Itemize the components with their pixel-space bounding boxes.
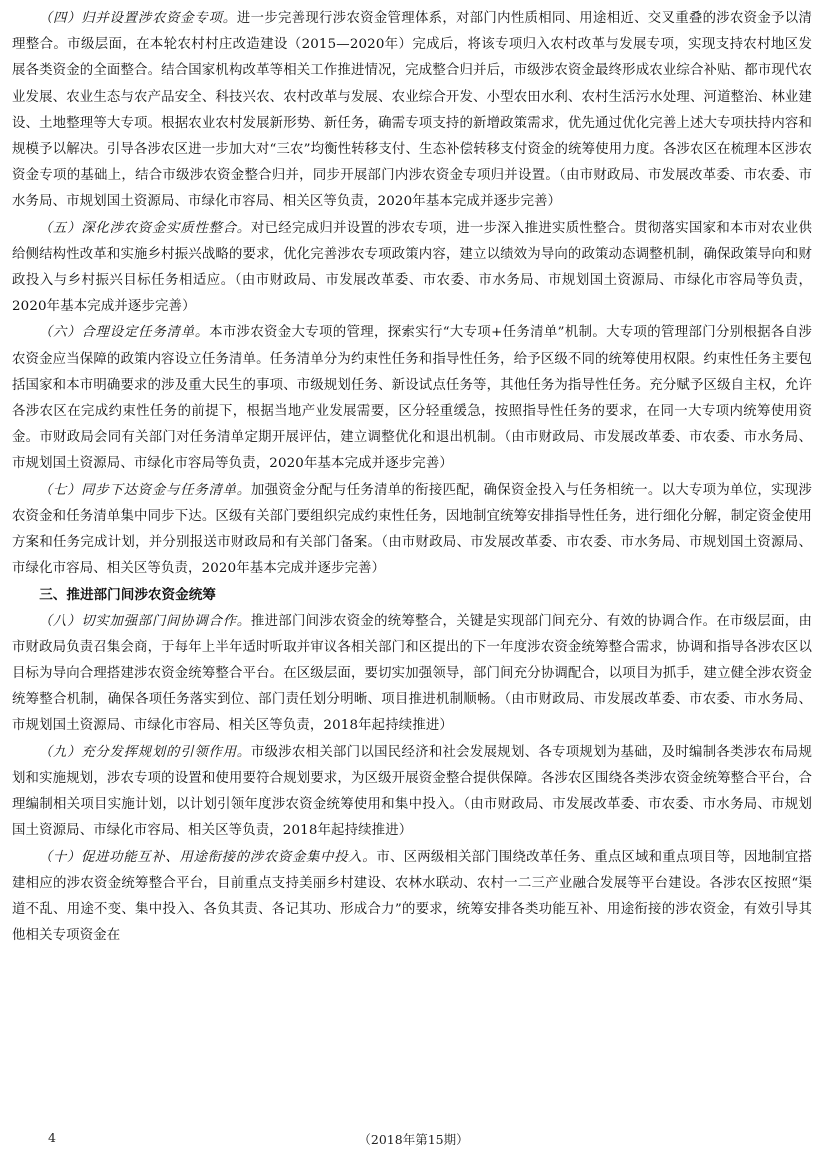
paragraph-text: 市级涉农相关部门以国民经济和社会发展规划、各专项规划为基础，及时编制各类涉农布局规划和实施规划，涉农专项的设置和使用要符合规划要求，为区级开展资金整合提供保障。各涉农区围绕各类涉农资金统筹整合平台，合理编制相关项目实施计划，以计划引领年度涉农资金统筹使用和集中投入。（由市财政局、市发展改革委、市农委、市水务局、市规划国土资源局、市绿化市容局、相关区等负责，2018年起持续推进）: [12, 744, 812, 839]
page-number: 4: [48, 1130, 56, 1145]
paragraph-text: 推进部门间涉农资金的统筹整合，关键是实现部门间充分、有效的协调合作。在市级层面，由市财政局负责召集会商，于每年上半年适时听取并审议各相关部门和区提出的下一年度涉农资金统筹整合需求，协调和指导各涉农区以目标为导向合理搭建涉农资金统筹整合平台。在区级层面，要切实加强领导，部门间充分协调配合，以项目为抓手，建立健全涉农资金统筹整合机制，确保各项任务落实到位、部门责任划分明晰、项目推进机制顺畅。（由市财政局、市发展改革委、市农委、市水务局、市规划国土资源局、市绿化市容局、相关区等负责，2018年起持续推进）: [12, 613, 812, 734]
paragraph-lead: （五）深化涉农资金实质性整合。: [38, 220, 251, 236]
paragraph-9: [12, 740, 812, 845]
paragraph-lead: （四）归并设置涉农资金专项。: [38, 11, 237, 26]
issue-label: （2018年第15期）: [358, 1132, 469, 1147]
paragraph-lead: （九）充分发挥规划的引领作用。: [38, 744, 251, 760]
paragraph-lead: （八）切实加强部门间协调合作。: [38, 613, 251, 629]
paragraph-lead: （七）同步下达资金与任务清单。: [38, 482, 251, 498]
paragraph-text: 加强资金分配与任务清单的衔接匹配，确保资金投入与任务相统一。以大专项为单位，实现涉农资金和任务清单集中同步下达。区级有关部门要组织完成约束性任务，因地制宜统筹安排指导性任务，进行细化分解，制定资金使用方案和任务完成计划，并分别报送市财政局和有关部门备案。（由市财政局、市发展改革委、市农委、市水务局、市规划国土资源局、市绿化市容局、相关区等负责，2020年基本完成并逐步完善）: [12, 482, 812, 577]
paragraph-4: [12, 6, 812, 216]
paragraph-text: 进一步完善现行涉农资金管理体系，对部门内性质相同、用途相近、交叉重叠的涉农资金予以清理整合。市级层面，在本轮农村村庄改造建设（2015—2020年）完成后，将该专项归入农村改革与发展专项，实现支持农村地区发展各类资金的全面整合。结合国家机构改革等相关工作推进情况，完成整合归并后，市级涉农资金最终形成农业综合补贴、都市现代农业发展、农业生态与农产品安全、科技兴农、农村改革与发展、农业综合开发、小型农田水利、农村生活污水处理、河道整治、林业建设、土地整理等大专项。根据农业农村发展新形势、新任务，确需专项支持的新增政策需求，优先通过优化完善上述大专项扶持内容和规模予以解决。引导各涉农区进一步加大对“三农”均衡性转移支付、生态补偿转移支付资金的统筹使用力度。各涉农区在梳理本区涉农资金专项的基础上，结合市级涉农资金整合归并，同步开展部门内涉农资金专项归并设置。（由市财政局、市发展改革委、市农委、市水务局、市规划国土资源局、市绿化市容局、相关区等负责，2020年基本完成并逐步完善）: [12, 11, 813, 210]
document-body: [12, 6, 812, 949]
paragraph-7: [12, 478, 812, 583]
paragraph-lead: （十）促进功能互补、用途衔接的涉农资金集中投入。: [38, 849, 377, 865]
paragraph-lead: （六）合理设定任务清单。: [38, 325, 210, 341]
section-heading: 三、推进部门间涉农资金统筹: [39, 587, 216, 604]
paragraph-6: [12, 320, 812, 477]
paragraph-text: 本市涉农资金大专项的管理，探索实行“大专项+任务清单”机制。大专项的管理部门分别根据各自涉农资金应当保障的政策内容设立任务清单。任务清单分为约束性任务和指导性任务，给予区级不同的统筹使用权限。约束性任务主要包括国家和本市明确要求的涉及重大民生的事项、市级规划任务、新设试点任务等，其他任务为指导性任务。充分赋予区级自主权，允许各涉农区在完成约束性任务的前提下，根据当地产业发展需要，区分轻重缓急，按照指导性任务的要求，在同一大专项内统筹使用资金。市财政局会同有关部门对任务清单定期开展评估，建立调整优化和退出机制。（由市财政局、市发展改革委、市农委、市水务局、市规划国土资源局、市绿化市容局等负责，2020年基本完成并逐步完善）: [12, 325, 812, 472]
paragraph-text: 市、区两级相关部门围绕改革任务、重点区域和重点项目等，因地制宜搭建相应的涉农资金统筹整合平台，目前重点支持美丽乡村建设、农林水联动、农村一二三产业融合发展等平台建设。各涉农区按照“渠道不乱、用途不变、集中投入、各负其责、各记其功、形成合力”的要求，统筹安排各类功能互补、用途衔接的涉农资金，有效引导其他相关专项资金在: [12, 849, 812, 944]
paragraph-text: 对已经完成归并设置的涉农专项，进一步深入推进实质性整合。贯彻落实国家和本市对农业供给侧结构性改革和实施乡村振兴战略的要求，优化完善涉农专项政策内容，建立以绩效为导向的政策动态调整机制，确保政策导向和财政投入与乡村振兴目标任务相适应。（由市财政局、市发展改革委、市农委、市水务局、市规划国土资源局、市绿化市容局等负责，2020年基本完成并逐步完善）: [12, 220, 812, 315]
paragraph-5: [12, 216, 812, 321]
paragraph-10: [12, 845, 812, 950]
paragraph-8: [12, 609, 812, 740]
